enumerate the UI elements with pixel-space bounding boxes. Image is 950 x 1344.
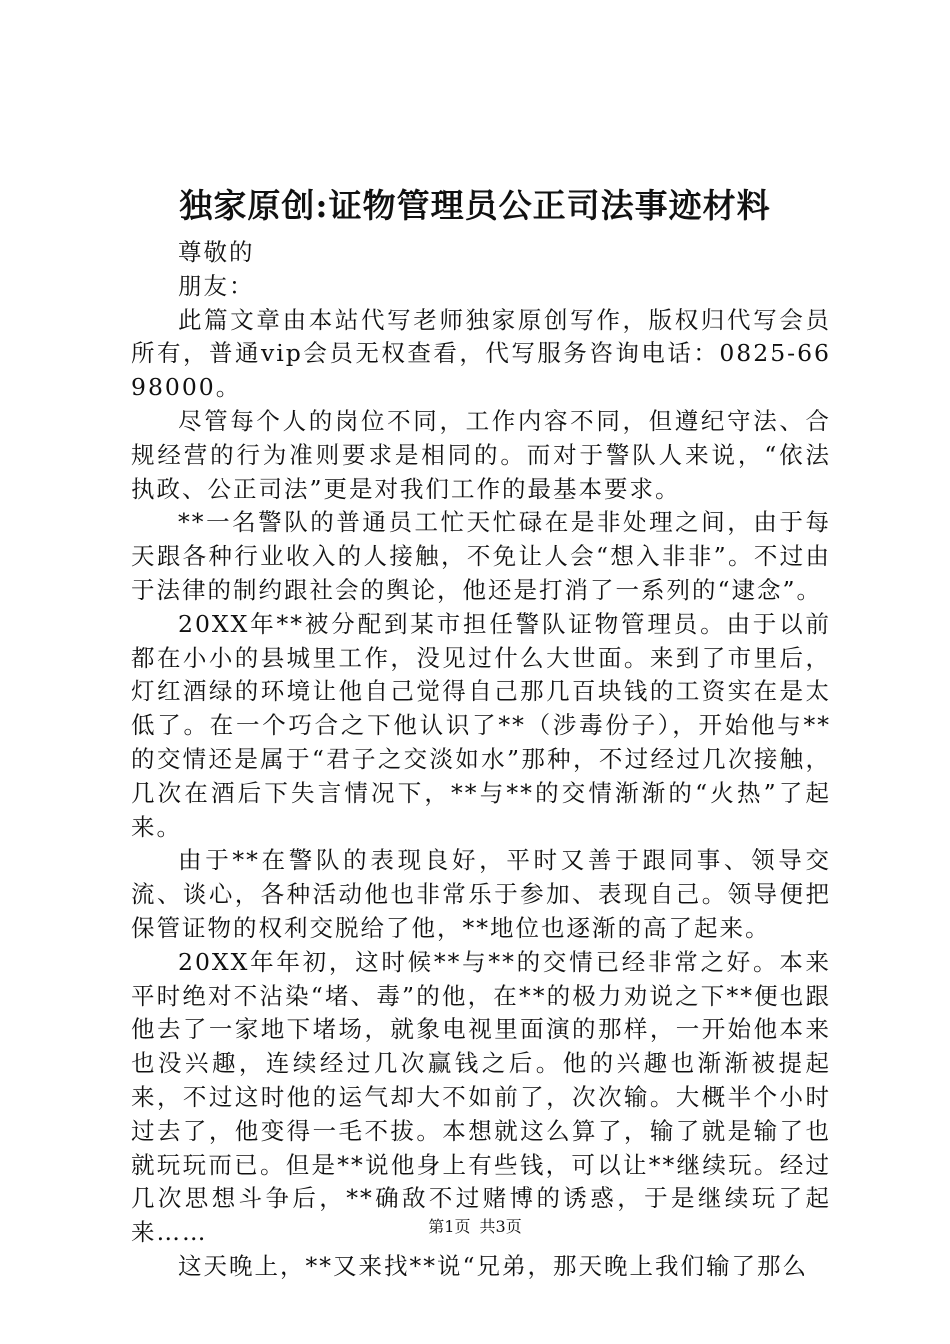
salutation-line-2: 朋友：: [178, 271, 255, 300]
paragraph: 由于**在警队的表现良好，平时又善于跟同事、领导交流、谈心，各种活动他也非常乐于参加、表现自己。领导便把保管证物的权利交脱给了他，**地位也逐渐的高了起来。: [131, 846, 831, 942]
paragraph: 尽管每个人的岗位不同，工作内容不同，但遵纪守法、合规经营的行为准则要求是相同的。而对于警队人来说，“依法执政、公正司法”更是对我们工作的最基本要求。: [131, 406, 831, 503]
document-title: 独家原创:证物管理员公正司法事迹材料: [179, 186, 771, 225]
paragraph: 这天晚上，**又来找**说“兄弟，那天晚上我们输了那么: [178, 1251, 809, 1280]
paragraph: **一名警队的普通员工忙天忙碌在是非处理之间，由于每天跟各种行业收入的人接触，不免让人会“想入非非”。不过由于法律的制约跟社会的舆论，他还是打消了一系列的“逮念”。: [131, 508, 831, 604]
paragraph: 此篇文章由本站代写老师独家原创写作，版权归代写会员所有，普通vip会员无权查看，代写服务咨询电话：0825-6698000。: [131, 305, 831, 402]
paragraph: 20XX年年初，这时候**与**的交情已经非常之好。本来平时绝对不沾染“堵、毒”的他，在**的极力劝说之下**便也跟他去了一家地下堵场，就象电视里面演的那样，一开始他本来也没兴趣，连续经过几次赢钱之后。他的兴趣也渐渐被提起来，不过这时他的运气却大不如前了，次次输。大概半个小时过去了，他变得一毛不拔。本想就这么算了，输了就是输了也就玩玩而已。但是**说他身上有些钱，可以让**继续玩。经过几次思想斗争后，**确敌不过赌博的诱惑，于是继续玩了起来……: [131, 947, 831, 1247]
paragraph: 20XX年**被分配到某市担任警队证物管理员。由于以前都在小小的县城里工作，没见过什么大世面。来到了市里后，灯红酒绿的环境让他自己觉得自己那几百块钱的工资实在是太低了。在一个巧合之下他认识了**（涉毒份子），开始他与**的交情还是属于“君子之交淡如水”那种，不过经过几次接触，几次在酒后下失言情况下，**与**的交情渐渐的“火热”了起来。: [131, 609, 831, 841]
salutation-line-1: 尊敬的: [178, 238, 255, 266]
page-footer: [0, 1216, 950, 1238]
document-body: [131, 236, 831, 1284]
page-total: 共3页: [479, 1217, 522, 1236]
page-number: 第1页: [428, 1217, 471, 1236]
